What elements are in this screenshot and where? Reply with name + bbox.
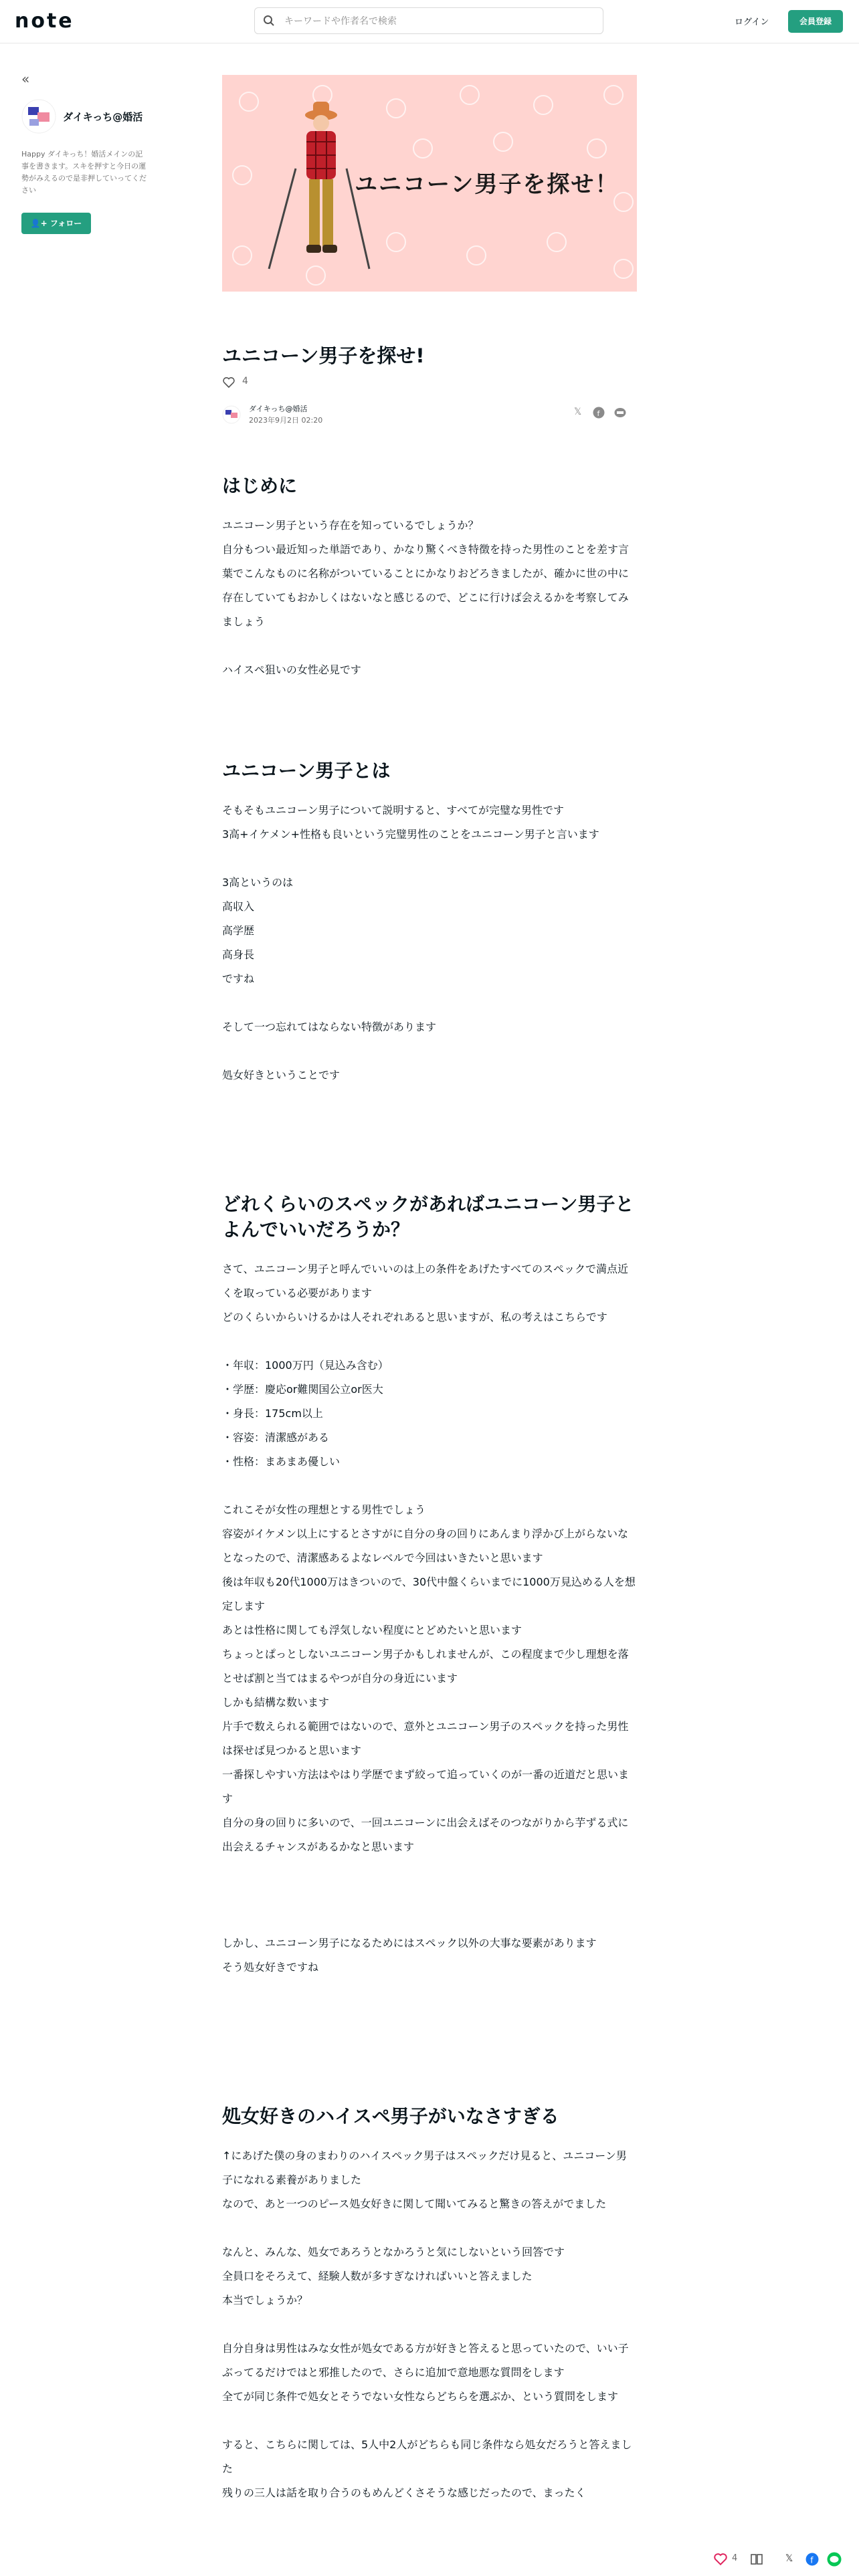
paragraph: ・学歴：慶応or難関国公立or医大 bbox=[222, 1383, 383, 1396]
paragraph: これこそが女性の理想とする男性でしょう bbox=[222, 1503, 426, 1516]
section-heading: 処女好きのハイスペ男子がいなさすぎる bbox=[222, 2105, 559, 2127]
paragraph: 自分もつい最近知った単語であり、かなり驚くべき特徴を持った男性のことを差す言葉でこんなものに名称がついていることにかなりおどろきましたが、確かに世の中に存在していてもおかしくはないなと感じるので、どこに行けば会えるかを考察してみましょう bbox=[222, 543, 630, 628]
paragraph: 片手で数えられる範囲ではないので、意外とユニコーン男子のスペックを持った男性は探せば見つかると思います bbox=[222, 1720, 629, 1757]
login-link[interactable]: ログイン bbox=[735, 17, 769, 27]
note-logo[interactable]: note bbox=[15, 9, 74, 33]
like-count: 4 bbox=[242, 376, 248, 387]
paragraph: なんと、みんな、処女であろうとなかろうと気にしないという回答です bbox=[222, 2246, 565, 2258]
paragraph: 後は年収も20代1000万はきついので、30代中盤くらいまでに1000万見込める人を想定します bbox=[222, 1576, 636, 1612]
hero-image bbox=[222, 75, 637, 292]
section-heading: ユニコーン男子とは bbox=[222, 760, 391, 782]
line-icon[interactable] bbox=[827, 2552, 842, 2567]
search-icon bbox=[263, 15, 275, 27]
paragraph: 高収入 bbox=[222, 900, 255, 913]
article-title: ユニコーン男子を探せ! bbox=[222, 344, 425, 367]
paragraph: ・年収：1000万円（見込み含む） bbox=[222, 1359, 389, 1372]
paragraph: しかし、ユニコーン男子になるためにはスペック以外の大事な要素があります bbox=[222, 1937, 597, 1949]
author-avatar[interactable] bbox=[222, 405, 241, 424]
site-header bbox=[0, 0, 859, 43]
paragraph: 本当でしょうか？ bbox=[222, 2294, 308, 2306]
search-input[interactable] bbox=[283, 12, 593, 31]
paragraph: ハイスペ狙いの女性必見です bbox=[222, 663, 361, 676]
x-icon[interactable]: 𝕏 bbox=[785, 2553, 793, 2564]
paragraph: ・性格：まあまあ優しい bbox=[222, 1455, 341, 1468]
paragraph: 高身長 bbox=[222, 948, 255, 961]
sidebar-description: Happy ダイキっち！婚活メインの記事を書きます。スキを押すと今日の運勢がみえるので是非押していってください bbox=[21, 150, 147, 195]
paragraph: 容姿がイケメン以上にするとさすがに自分の身の回りにあんまり浮かび上がらないなとなったので、清潔感あるよなレベルで今回はいきたいと思います bbox=[222, 1527, 629, 1564]
paragraph: さて、ユニコーン男子と呼んでいいのは上の条件をあげたすべてのスペックで満点近くを取っている必要があります bbox=[222, 1263, 629, 1299]
paragraph: 処女好きということです bbox=[222, 1069, 341, 1081]
follow-user-icon: 👤+ bbox=[30, 219, 50, 228]
paragraph: ・容姿：清潔感がある bbox=[222, 1431, 330, 1444]
follow-button[interactable] bbox=[21, 213, 91, 234]
sidebar-author-name[interactable]: ダイキっち@婚活 bbox=[63, 111, 143, 123]
hatena-icon[interactable] bbox=[614, 407, 626, 421]
paragraph: 残りの三人は話を取り合うのもめんどくさそうな感じだったので、まったく bbox=[222, 2486, 586, 2499]
heart-icon[interactable] bbox=[222, 376, 235, 389]
paragraph: ですね bbox=[222, 972, 255, 985]
collapse-icon[interactable]: « bbox=[21, 71, 30, 87]
section-heading: はじめに bbox=[222, 475, 298, 497]
paragraph: すると、こちらに関しては、5人中2人がどちらも同じ条件なら処女だろうと答えました bbox=[222, 2438, 632, 2475]
paragraph: ↑にあげた僕の身のまわりのハイスペック男子はスペックだけ見ると、ユニコーン男子になれる素養がありました bbox=[222, 2149, 627, 2186]
x-icon[interactable]: 𝕏 bbox=[574, 407, 582, 417]
paragraph: そう処女好きですね bbox=[222, 1961, 319, 1973]
follow-label: フォロー bbox=[50, 219, 82, 228]
author-name[interactable]: ダイキっち@婚活 bbox=[249, 405, 308, 413]
svg-text:f: f bbox=[810, 2555, 814, 2565]
svg-text:f: f bbox=[597, 409, 600, 418]
avatar[interactable] bbox=[21, 99, 56, 134]
paragraph: 高学歴 bbox=[222, 924, 255, 937]
floating-action-bar bbox=[713, 2545, 854, 2572]
section-heading: どれくらいのスペックがあればユニコーン男子とよんでいいだろうか？ bbox=[222, 1193, 634, 1241]
paragraph: そして一つ忘れてはならない特徴があります bbox=[222, 1021, 437, 1033]
paragraph: 一番探しやすい方法はやはり学歴でまず絞って追っていくのが一番の近道だと思います bbox=[222, 1768, 630, 1805]
paragraph: あとは性格に関しても浮気しない程度にとどめたいと思います bbox=[222, 1624, 522, 1636]
search-box[interactable] bbox=[254, 7, 603, 34]
paragraph: そもそもユニコーン男子について説明すると、すべてが完璧な男性です bbox=[222, 804, 565, 817]
paragraph: なので、あと一つのピース処女好きに関して聞いてみると驚きの答えがでました bbox=[222, 2197, 607, 2210]
paragraph: 自分自身は男性はみな女性が処女である方が好きと答えると思っていたので、いい子ぶってるだけではと邪推したので、さらに追加で意地悪な質問をします bbox=[222, 2342, 629, 2379]
hero-title-text: ユニコーン男子を探せ！ bbox=[355, 171, 619, 198]
bookmark-icon[interactable] bbox=[749, 2552, 764, 2567]
heart-icon[interactable] bbox=[713, 2552, 728, 2567]
paragraph: ユニコーン男子という存在を知っているでしょうか？ bbox=[222, 519, 479, 532]
paragraph: ちょっとぱっとしないユニコーン男子かもしれませんが、この程度まで少し理想を落とせば割と当てはまるやつが自分の身近にいます bbox=[222, 1648, 629, 1685]
paragraph: 全てが同じ条件で処女とそうでない女性ならどちらを選ぶか、という質問をします bbox=[222, 2390, 619, 2403]
facebook-icon[interactable] bbox=[805, 2553, 819, 2566]
paragraph: 3高+イケメン+性格も良いという完璧男性のことをユニコーン男子と言います bbox=[222, 828, 599, 841]
facebook-icon[interactable] bbox=[593, 407, 605, 421]
paragraph: 自分の身の回りに多いので、一回ユニコーンに出会えばそのつながりから芋ずる式に出会えるチャンスがあるかなと思います bbox=[222, 1816, 629, 1853]
signup-button[interactable]: 会員登録 bbox=[788, 10, 843, 33]
paragraph: 全員口をそろえて、経験人数が多すぎなければいいと答えました bbox=[222, 2270, 533, 2282]
publish-date: 2023年9月2日 02:20 bbox=[249, 416, 323, 425]
paragraph: ・身長：175cm以上 bbox=[222, 1407, 323, 1420]
paragraph: 3高というのは bbox=[222, 876, 294, 889]
floating-like-count: 4 bbox=[732, 2553, 738, 2563]
paragraph: しかも結構な数います bbox=[222, 1696, 330, 1709]
paragraph: どのくらいからいけるかは人それぞれあると思いますが、私の考えはこちらです bbox=[222, 1311, 607, 1323]
